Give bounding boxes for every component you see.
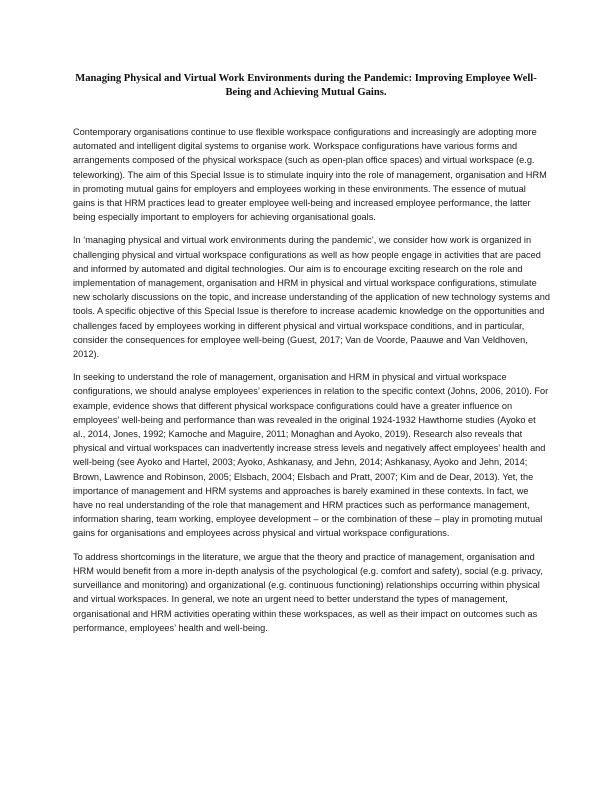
paragraph-2: In ‘managing physical and virtual work environments during the pandemic’, we consider how work is organized in challenging physical and virtual workspace configurations as well as how people engage in activities that are paced and informed by automated and digital technologies. Our aim is to encourage exciting research on the role and implementation of management, organisation and HRM in physical and virtual workspace configurations, stimulate new scholarly discussions on the topic, and increase understanding of the application of new technology systems and tools. A specific objective of this Special Issue is therefore to increase academic knowledge on the opportunities and challenges faced by employees working in different physical and virtual workspace conditions, and in particular, consider the consequences for employee well-being (Guest, 2017; Van de Voorde, Paauwe and Van Veldhoven, 2012). bbox=[73, 235, 551, 360]
paragraph-4: To address shortcomings in the literature, we argue that the theory and practice of management, organisation and HRM would benefit from a more in-depth analysis of the psychological (e.g. comfort and safety), social (e.g. privacy, surveillance and monitoring) and organizational (e.g. continuous functioning) relationships occurring within physical and virtual workspaces. In general, we note an urgent need to better understand the types of management, organisational and HRM activities operating within these workspaces, as well as their impact on outcomes such as performance, employees’ health and well-being. bbox=[73, 551, 543, 633]
document-body bbox=[73, 125, 550, 644]
paragraph-3: In seeking to understand the role of management, organisation and HRM in physical and virtual workspace configurations, we should analyse employees’ experiences in relation to the specific context (Johns, 2006, 2010). For example, evidence shows that different physical workspace configurations could have a greater influence on employees’ well-being and performance than was revealed in the original 1924-1932 Hawthorne studies (Ayoko et al., 2014, Jones, 1992; Kamoche and Maguire, 2011; Monaghan and Ayoko, 2019). Research also reveals that physical and virtual workspaces can inadvertently increase stress levels and negatively affect employees’ health and well-being (see Ayoko and Hartel, 2003; Ayoko, Ashkanasy, and Jehn, 2014; Ashkanasy, Ayoko and Jehn, 2014; Brown, Lawrence and Robinson, 2005; Elsbach, 2004; Elsbach and Pratt, 2007; Kim and de Dear, 2013). Yet, the importance of management and HRM systems and approaches is barely examined in these contexts. In fact, we have no real understanding of the role that management and HRM practices such as performance management, information sharing, team working, employee development – or the combination of these – play in promoting mutual gains for organisations and employees across physical and virtual workspace configurations. bbox=[73, 372, 549, 539]
paragraph-1: Contemporary organisations continue to use flexible workspace configurations and increasingly are adopting more automated and intelligent digital systems to organise work. Workspace configurations have various forms and arrangements composed of the physical workspace (such as open-plan office spaces) and virtual workspace (e.g. teleworking). The aim of this Special Issue is to stimulate inquiry into the role of management, organisation and HRM in promoting mutual gains for employers and employees working in these environments. The essence of mutual gains is that HRM practices lead to greater employee well-being and increased employee performance, the latter being especially important to employers for achieving organisational goals. bbox=[73, 127, 547, 223]
document-title: Managing Physical and Virtual Work Environments during the Pandemic: Improving Employee Well-Being and Achieving Mutual Gains. bbox=[75, 73, 537, 98]
